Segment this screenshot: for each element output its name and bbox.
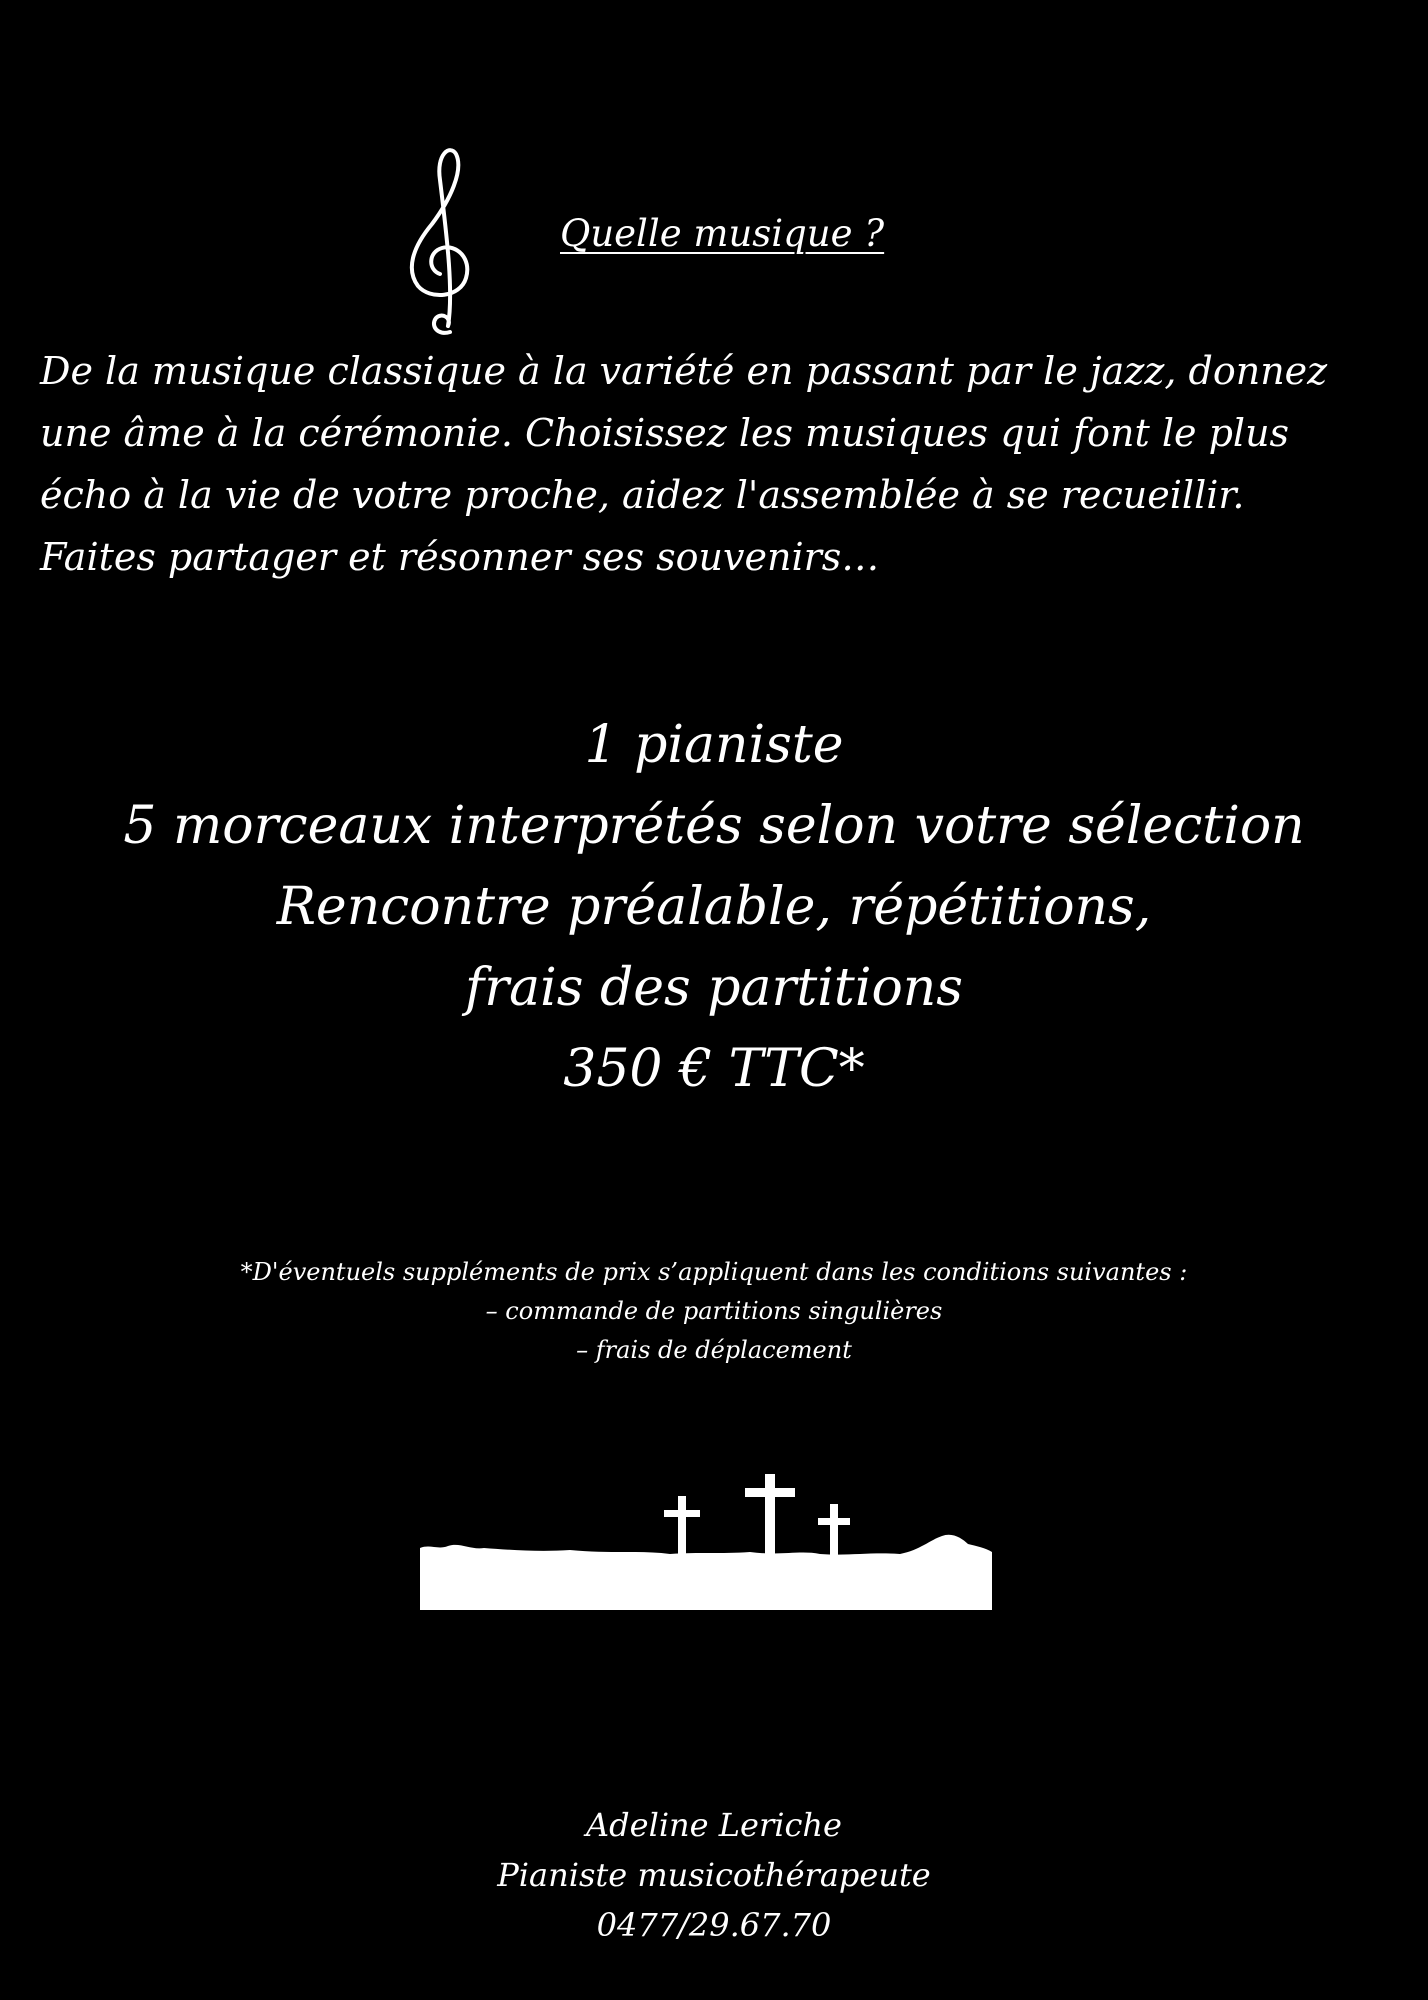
treble-clef-icon xyxy=(398,140,488,340)
intro-line: De la musique classique à la variété en passant par le jazz, donnez xyxy=(40,349,1328,393)
price-footnote xyxy=(0,1253,1428,1370)
intro-line: écho à la vie de votre proche, aidez l'assemblée à se recueillir. xyxy=(40,473,1245,517)
footnote-line: *D'éventuels suppléments de prix s’appliquent dans les conditions suivantes : xyxy=(240,1258,1188,1286)
signature-block xyxy=(0,1800,1428,1950)
offer-pianist: 1 pianiste xyxy=(584,715,844,775)
offer-price: 350 € TTC* xyxy=(563,1039,865,1099)
signature-name: Adeline Leriche xyxy=(586,1806,842,1844)
offer-meeting: Rencontre préalable, répétitions, xyxy=(276,877,1152,937)
section-heading: Quelle musique ? xyxy=(560,212,885,255)
footnote-line: – frais de déplacement xyxy=(576,1336,852,1364)
intro-paragraph xyxy=(40,340,1410,588)
offer-pieces: 5 morceaux interprétés selon votre sélection xyxy=(123,796,1305,856)
signature-role: Pianiste musicothérapeute xyxy=(497,1856,931,1894)
footnote-line: – commande de partitions singulières xyxy=(485,1297,943,1325)
intro-line: Faites partager et résonner ses souvenirs… xyxy=(40,535,880,579)
graveyard-crosses-icon xyxy=(420,1470,992,1610)
offer-scores: frais des partitions xyxy=(465,958,963,1018)
intro-line: une âme à la cérémonie. Choisissez les musiques qui font le plus xyxy=(40,411,1290,455)
signature-phone: 0477/29.67.70 xyxy=(596,1906,832,1944)
offer-block xyxy=(0,705,1428,1110)
